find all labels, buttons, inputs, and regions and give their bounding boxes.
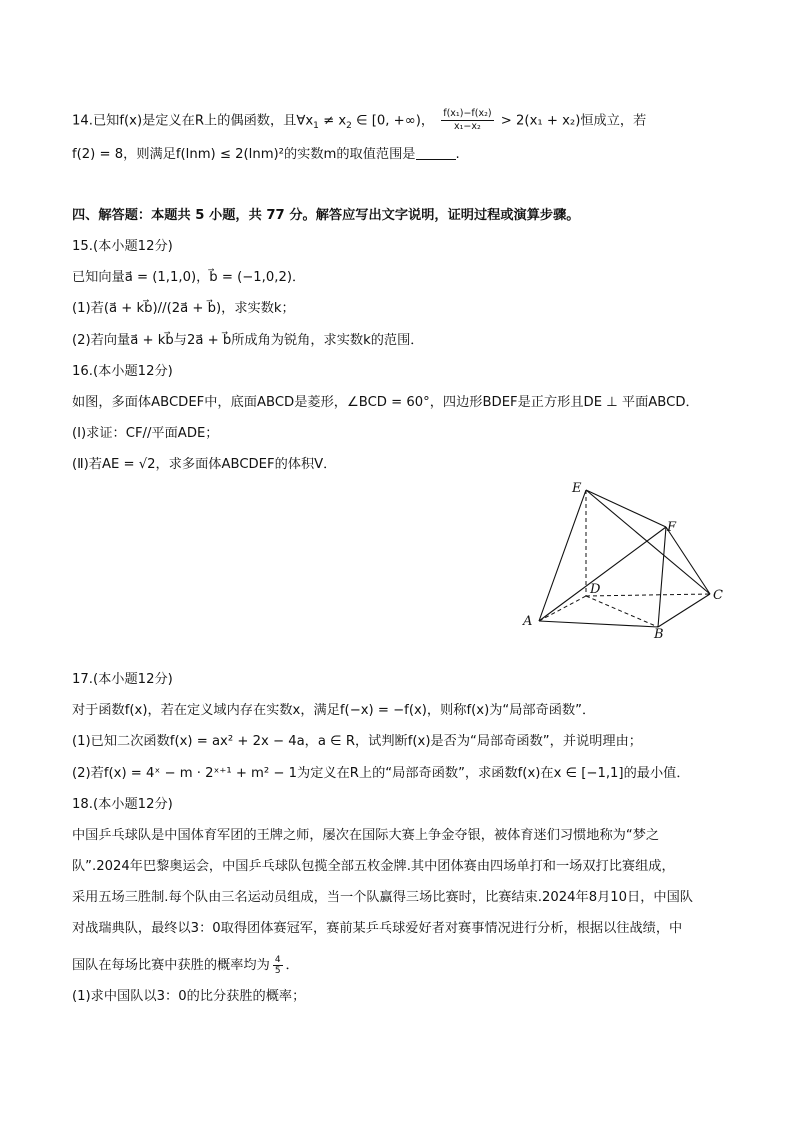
q14-frac-num: f(x₁)−f(x₂) — [443, 108, 492, 119]
q18-part1: (1)求中国队以3：0的比分获胜的概率； — [72, 989, 306, 1004]
section-heading: 四、解答题：本题共 5 小题，共 77 分。解答应写出文字说明，证明过程或演算步骤。 — [72, 208, 580, 223]
q17-stem: 对于函数f(x)，若在定义域内存在实数x，满足f(−x) = −f(x)，则称f(x)为“局部奇函数”． — [72, 703, 596, 718]
q18-line5-a: 国队在每场比赛中获胜的概率均为 — [72, 958, 270, 973]
q14-number: 14. — [72, 113, 93, 129]
q18-line2: 队”.2024年巴黎奥运会，中国乒乓球队包揽全部五枚金牌.其中团体赛由四场单打和一场双打比赛组成， — [72, 859, 675, 874]
q14-text-c: ∈ [0, +∞)， — [356, 113, 435, 129]
edge-BC — [658, 594, 710, 627]
q15-part2: (2)若向量a⃗ + kb⃗与2a⃗ + b⃗所成角为锐角，求实数k的范围． — [72, 333, 424, 348]
q14-fraction — [441, 108, 493, 133]
edge-DB — [586, 596, 658, 627]
q18-header: 18.(本小题12分) — [72, 797, 173, 812]
edge-AF — [539, 527, 666, 621]
q14-line1: 14.已知f(x)是定义在R上的偶函数，且$\forall x_1 \ne x_2$ ∈ [0, +∞)， $\frac{\text{f(x₁)−f(x₂)}}{\text{x₁−x₂}}$ > 2(x₁ + x₂)恒成立，若 — [72, 108, 647, 132]
q17-part2: (2)若f(x) = 4ˣ − m · 2ˣ⁺¹ + m² − 1为定义在R上的“局部奇函数”，求函数f(x)在x ∈ [−1,1]的最小值． — [72, 766, 690, 781]
vertex-label-A: A — [523, 614, 533, 629]
vertex-label-C: C — [713, 588, 723, 603]
q18-frac-den: 5 — [274, 966, 281, 976]
q18-line3: 采用五场三胜制.每个队由三名运动员组成，当一个队赢得三场比赛时，比赛结束.2024年8月10日，中国队 — [72, 890, 693, 905]
q14-frac-den: x₁−x₂ — [454, 121, 481, 132]
vertex-label-D: D — [590, 582, 601, 597]
polyhedron-figure — [520, 480, 730, 640]
edge-AB — [539, 621, 658, 627]
q14-text-a: 已知f(x)是定义在R上的偶函数，且∀x — [92, 113, 314, 129]
q14-line2 — [72, 145, 460, 165]
q17-header: 17.(本小题12分) — [72, 672, 173, 687]
q14-text-d: > 2(x₁ + x₂)恒成立，若 — [500, 113, 647, 129]
edge-FC — [666, 527, 710, 594]
q18-fraction — [273, 955, 283, 976]
q14-line2-a: f(2) = 8，则满足f(lnm) ≤ 2(lnm)²的实数m的取值范围是 — [72, 147, 416, 162]
vertex-label-E: E — [572, 481, 582, 496]
q16-part2: (Ⅱ)若AE = √2，求多面体ABCDEF的体积V． — [72, 457, 337, 472]
q14-line2-b: . — [455, 147, 460, 162]
q17-part1: (1)已知二次函数f(x) = ax² + 2x − 4a，a ∈ R，试判断f(x)是否为“局部奇函数”，并说明理由； — [72, 734, 642, 749]
edge-EC — [586, 490, 710, 594]
edge-DC — [586, 594, 710, 596]
q15-part1: (1)若(a⃗ + kb⃗)//(2a⃗ + b⃗)，求实数k； — [72, 301, 295, 316]
q18-line5 — [72, 955, 299, 976]
q18-frac-num: 4 — [274, 955, 281, 965]
vertex-label-F: F — [667, 520, 677, 535]
q18-line1: 中国乒乓球队是中国体育军团的王牌之师，屡次在国际大赛上争金夺银，被体育迷们习惯地称为“梦之 — [72, 828, 660, 843]
answer-blank — [416, 159, 456, 160]
vertex-label-B: B — [654, 627, 664, 640]
q15-stem: 已知向量a⃗ = (1,1,0)，b⃗ = (−1,0,2)． — [72, 270, 306, 285]
q16-stem: 如图，多面体ABCDEF中，底面ABCD是菱形，∠BCD = 60°，四边形BDEF是正方形且DE ⊥ 平面ABCD． — [72, 395, 699, 410]
q18-line4: 对战瑞典队，最终以3：0取得团体赛冠军，赛前某乒乓球爱好者对赛事情况进行分析，根据以往战绩，中 — [72, 921, 683, 936]
edge-EF — [586, 490, 666, 527]
q15-header: 15.(本小题12分) — [72, 239, 173, 254]
edge-FB — [658, 527, 666, 627]
q16-header: 16.(本小题12分) — [72, 364, 173, 379]
q18-line5-b: ． — [285, 958, 299, 973]
edge-AE — [539, 490, 586, 621]
q16-part1: (Ⅰ)求证：CF//平面ADE； — [72, 426, 219, 441]
q14-text-b: ≠ x — [323, 113, 347, 129]
